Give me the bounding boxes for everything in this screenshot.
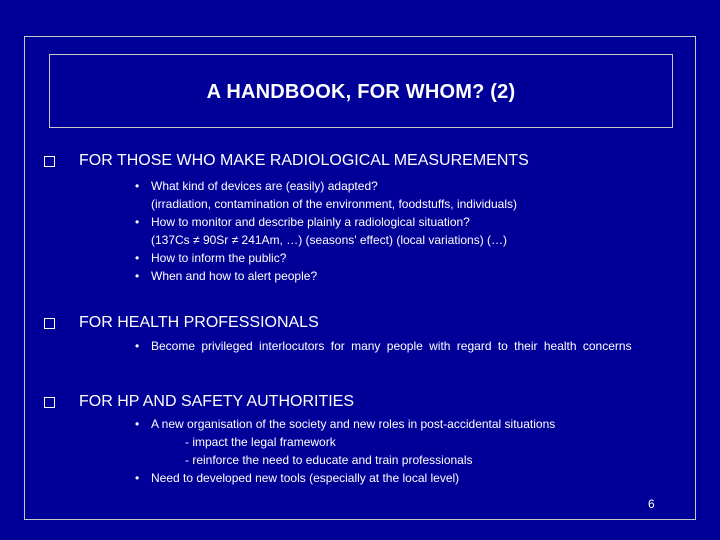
section-heading-text: FOR THOSE WHO MAKE RADIOLOGICAL MEASUREMENTS: [79, 152, 529, 169]
bullet-icon: •: [135, 269, 140, 283]
section-heading-measurements: [44, 152, 529, 170]
section-heading-hp-safety: [44, 393, 354, 411]
list-item: [135, 415, 645, 469]
list-item: [135, 338, 645, 354]
bullet-text: What kind of devices are (easily) adapted?: [151, 179, 378, 193]
bullet-text: When and how to alert people?: [151, 269, 318, 283]
bullet-icon: •: [135, 179, 140, 193]
list-item: [135, 213, 645, 249]
bullet-icon: •: [135, 339, 140, 353]
bullet-icon: •: [135, 251, 140, 265]
list-item: [135, 249, 645, 267]
bullet-text: A new organisation of the society and new roles in post-accidental situations: [151, 417, 556, 431]
bullet-text-continued: (137Cs ≠ 90Sr ≠ 241Am, …) (seasons' effect) (local variations) (…): [151, 233, 508, 247]
bullet-icon: •: [135, 471, 140, 485]
title-box: [49, 54, 673, 128]
bullet-text: How to inform the public?: [151, 251, 287, 265]
authorities-bullet-list: [135, 415, 645, 487]
slide-title: A HANDBOOK, FOR WHOM? (2): [206, 81, 516, 103]
measurements-bullet-list: [135, 177, 645, 285]
section-heading-text: FOR HEALTH PROFESSIONALS: [79, 314, 319, 331]
bullet-icon: •: [135, 215, 140, 229]
sub-item-text: - reinforce the need to educate and train professionals: [185, 453, 473, 467]
checkbox-icon: [44, 156, 55, 167]
section-heading-health-professionals: [44, 314, 319, 332]
health-bullet-list: [135, 338, 645, 354]
sub-item-text: - impact the legal framework: [185, 435, 336, 449]
bullet-text: How to monitor and describe plainly a radiological situation?: [151, 215, 470, 229]
bullet-icon: •: [135, 417, 140, 431]
bullet-text-continued: (irradiation, contamination of the environment, foodstuffs, individuals): [151, 197, 517, 211]
section-heading-text: FOR HP AND SAFETY AUTHORITIES: [79, 393, 355, 410]
list-item: [135, 267, 645, 285]
bullet-text: Become privileged interlocutors for many people with regard to their health concerns: [151, 339, 632, 353]
list-item: [135, 177, 645, 213]
checkbox-icon: [44, 397, 55, 408]
list-item: [135, 469, 645, 487]
page-number: 6: [648, 497, 655, 511]
bullet-text: Need to developed new tools (especially at the local level): [151, 471, 460, 485]
checkbox-icon: [44, 318, 55, 329]
